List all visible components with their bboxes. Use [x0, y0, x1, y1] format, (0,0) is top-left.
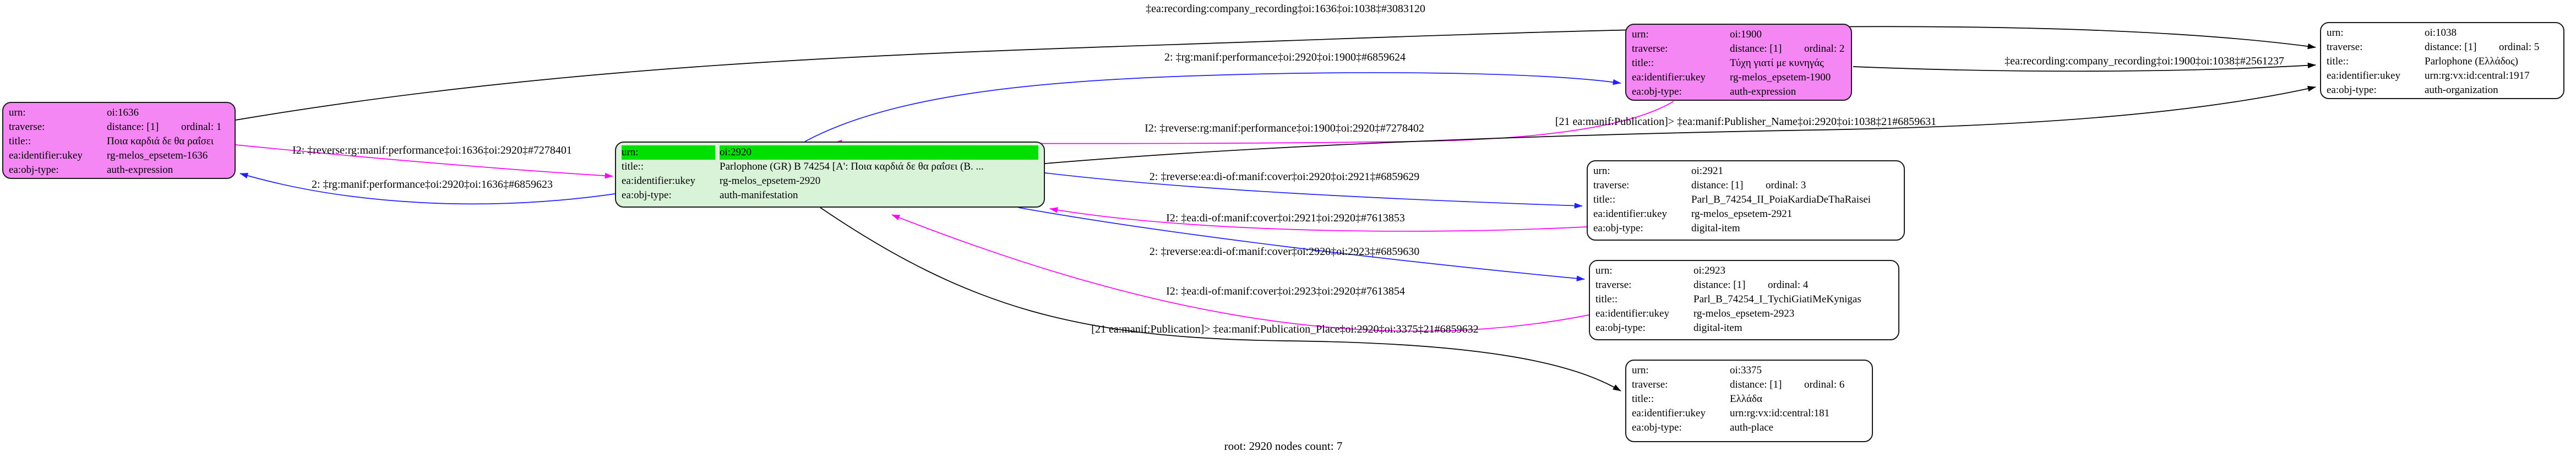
- ordinal-value: ordinal: 5: [2499, 41, 2540, 53]
- distance-value: distance: [1]: [1730, 43, 1782, 55]
- edge-publication-place-2920-3375: [820, 208, 1621, 391]
- field-value: auth-expression: [107, 164, 173, 176]
- field-label: ea:obj-type:: [1632, 422, 1682, 433]
- field-label: ea:identifier:ukey: [1595, 308, 1669, 319]
- edge-label-cover-2921-2920: I2: ‡ea:di-of:manif:cover‡oi:2921‡oi:2920‡#7613853: [1166, 212, 1405, 224]
- field-label: traverse:: [1593, 180, 1630, 191]
- ordinal-value: ordinal: 4: [1768, 279, 1809, 291]
- field-value: rg-melos_epsetem-1900: [1730, 72, 1831, 83]
- field-value: oi:3375: [1730, 365, 1762, 376]
- title-row: [2327, 55, 2558, 69]
- field-label: traverse:: [9, 121, 45, 133]
- field-value: Parlophone (Ελλάδος): [2425, 56, 2518, 67]
- field-label: ea:identifier:ukey: [622, 175, 695, 187]
- field-label: title::: [1632, 57, 1654, 69]
- edge-label-reverse-cover-2920-2921: 2: ‡reverse:ea:di-of:manif:cover‡oi:2920‡oi:2921‡#6859629: [1149, 171, 1420, 183]
- field-value: oi:2920: [720, 145, 1038, 160]
- field-label: title::: [2327, 56, 2349, 67]
- field-label: title::: [9, 135, 31, 147]
- node-oi-1900[interactable]: [1625, 24, 1852, 101]
- urn-row-highlighted: [622, 145, 1038, 160]
- field-label: title::: [1632, 393, 1654, 405]
- title-row: [9, 134, 229, 149]
- field-value: auth-place: [1730, 422, 1774, 433]
- field-label: urn:: [1595, 265, 1613, 276]
- field-label: ea:identifier:ukey: [2327, 70, 2400, 81]
- node-oi-3375[interactable]: [1625, 360, 1873, 442]
- field-label: ea:obj-type:: [1595, 322, 1646, 334]
- field-label: ea:obj-type:: [1593, 222, 1643, 234]
- ukey-row: [2327, 69, 2558, 83]
- field-label: ea:identifier:ukey: [1593, 208, 1667, 220]
- ukey-row: [1632, 406, 1866, 421]
- edge-cover-2923-2920: [892, 215, 1589, 331]
- field-value: oi:1636: [107, 107, 139, 118]
- ordinal-value: ordinal: 6: [1804, 379, 1845, 390]
- objtype-row: [2327, 83, 2558, 97]
- field-label: ea:identifier:ukey: [1632, 407, 1706, 419]
- distance-value: distance: [1]: [2425, 41, 2477, 53]
- field-label: ea:obj-type:: [9, 164, 59, 176]
- edge-label-reverse-performance-1900-2920: I2: ‡reverse:rg:manif:performance‡oi:1900‡oi:2920‡#7278402: [1145, 122, 1424, 134]
- edge-label-recording-1900-1038: ‡ea:recording:company_recording‡oi:1900‡oi:1038‡#2561237: [2005, 55, 2284, 67]
- field-value: oi:2923: [1693, 265, 1726, 276]
- urn-row: [1632, 28, 1845, 42]
- title-row: [1593, 193, 1898, 207]
- field-label: urn:: [1632, 365, 1649, 376]
- field-label: ea:obj-type:: [622, 189, 672, 201]
- field-label: ea:identifier:ukey: [1632, 72, 1706, 83]
- traverse-row: [9, 120, 229, 134]
- field-label: urn:: [2327, 27, 2344, 39]
- objtype-row: [1593, 221, 1898, 236]
- urn-row: [1595, 264, 1893, 278]
- urn-row: [1632, 363, 1866, 378]
- field-label: urn:: [1632, 29, 1649, 40]
- title-row: [1632, 56, 1845, 70]
- field-value: urn:rg:vx:id:central:181: [1730, 407, 1830, 419]
- field-label: urn:: [9, 107, 26, 118]
- title-row: [1595, 292, 1893, 307]
- distance-value: distance: [1]: [1730, 379, 1782, 390]
- ukey-row: [9, 149, 229, 163]
- traverse-row: [1595, 278, 1893, 292]
- field-label: title::: [1593, 194, 1616, 205]
- field-value: rg-melos_epsetem-2921: [1691, 208, 1793, 220]
- field-value: Parlophone (GR) B 74254 [Α': Ποια καρδιά δε θα ραΐσει (Β. ...: [720, 161, 984, 172]
- ordinal-value: ordinal: 2: [1804, 43, 1845, 55]
- field-label: ea:obj-type:: [1632, 86, 1682, 97]
- node-oi-1038[interactable]: [2320, 22, 2564, 99]
- objtype-row: [1632, 85, 1845, 99]
- title-row: [622, 160, 1038, 174]
- ordinal-value: ordinal: 1: [181, 121, 222, 133]
- field-value: rg-melos_epsetem-2923: [1693, 308, 1795, 319]
- edge-label-reverse-performance-1636-2920: I2: ‡reverse:rg:manif:performance‡oi:1636‡oi:2920‡#7278401: [292, 144, 572, 156]
- field-label: title::: [622, 161, 644, 172]
- field-value: oi:1038: [2425, 27, 2457, 39]
- field-value: auth-manifestation: [720, 189, 798, 201]
- field-label: title::: [1595, 293, 1618, 305]
- traverse-row: [2327, 40, 2558, 55]
- node-oi-2920-root[interactable]: [615, 142, 1045, 208]
- field-label: ea:identifier:ukey: [9, 150, 83, 161]
- field-label: urn:: [622, 145, 715, 160]
- field-value: Parl_B_74254_II_PoiaKardiaDeThaRaisei: [1691, 194, 1871, 205]
- field-value: rg-melos_epsetem-1636: [107, 150, 208, 161]
- distance-value: distance: [1]: [107, 121, 159, 133]
- distance-value: distance: [1]: [1693, 279, 1746, 291]
- field-value: Τύχη γιατί με κυνηγάς: [1730, 57, 1824, 69]
- field-value: urn:rg:vx:id:central:1917: [2425, 70, 2530, 81]
- title-row: [1632, 392, 1866, 406]
- traverse-row: [1632, 42, 1845, 56]
- field-value: digital-item: [1691, 222, 1740, 234]
- edge-label-performance-2920-1636: 2: ‡rg:manif:performance‡oi:2920‡oi:1636‡#6859623: [312, 178, 553, 191]
- node-oi-2921[interactable]: [1587, 160, 1905, 241]
- ordinal-value: ordinal: 3: [1766, 180, 1806, 191]
- edge-label-performance-2920-1900: 2: ‡rg:manif:performance‡oi:2920‡oi:1900‡#6859624: [1164, 51, 1406, 63]
- edge-label-publisher-name-2920-1038: [21 ea:manif:Publication]> ‡ea:manif:Publisher_Name‡oi:2920‡oi:1038‡21#6859631: [1555, 116, 1937, 128]
- field-value: oi:2921: [1691, 165, 1724, 177]
- ukey-row: [622, 174, 1038, 188]
- ukey-row: [1632, 70, 1845, 85]
- ukey-row: [1593, 207, 1898, 221]
- field-value: digital-item: [1693, 322, 1742, 334]
- objtype-row: [1632, 421, 1866, 435]
- field-label: ea:obj-type:: [2327, 84, 2377, 96]
- field-label: traverse:: [2327, 41, 2363, 53]
- traverse-row: [1593, 178, 1898, 193]
- edge-label-publication-place-2920-3375: [21 ea:manif:Publication]> ‡ea:manif:Publication_Place‡oi:2920‡oi:3375‡21#6859632: [1091, 323, 1479, 335]
- field-label: urn:: [1593, 165, 1610, 177]
- urn-row: [2327, 26, 2558, 40]
- field-label: traverse:: [1595, 279, 1632, 291]
- edge-label-recording-1636-1038: ‡ea:recording:company_recording‡oi:1636‡oi:1038‡#3083120: [1146, 3, 1425, 15]
- urn-row: [9, 106, 229, 120]
- field-value: oi:1900: [1730, 29, 1762, 40]
- field-value: Ποια καρδιά δε θα ραΐσει: [107, 135, 214, 147]
- field-label: traverse:: [1632, 379, 1668, 390]
- node-oi-1636[interactable]: [2, 102, 236, 179]
- node-oi-2923[interactable]: [1589, 260, 1899, 340]
- edge-label-reverse-cover-2920-2923: 2: ‡reverse:ea:di-of:manif:cover‡oi:2920‡oi:2923‡#6859630: [1149, 246, 1420, 258]
- edge-label-cover-2923-2920: I2: ‡ea:di-of:manif:cover‡oi:2923‡oi:2920‡#7613854: [1166, 285, 1405, 297]
- ukey-row: [1595, 307, 1893, 321]
- field-label: traverse:: [1632, 43, 1668, 55]
- field-value: auth-expression: [1730, 86, 1796, 97]
- field-value: Parl_B_74254_I_TychiGiatiMeKynigas: [1693, 293, 1861, 305]
- distance-value: distance: [1]: [1691, 180, 1744, 191]
- objtype-row: [622, 188, 1038, 203]
- field-value: Ελλάδα: [1730, 393, 1762, 405]
- urn-row: [1593, 164, 1898, 178]
- field-value: auth-organization: [2425, 84, 2498, 96]
- objtype-row: [1595, 321, 1893, 335]
- field-value: rg-melos_epsetem-2920: [720, 175, 821, 187]
- graph-caption: root: 2920 nodes count: 7: [1224, 439, 1343, 453]
- objtype-row: [9, 163, 229, 177]
- traverse-row: [1632, 378, 1866, 392]
